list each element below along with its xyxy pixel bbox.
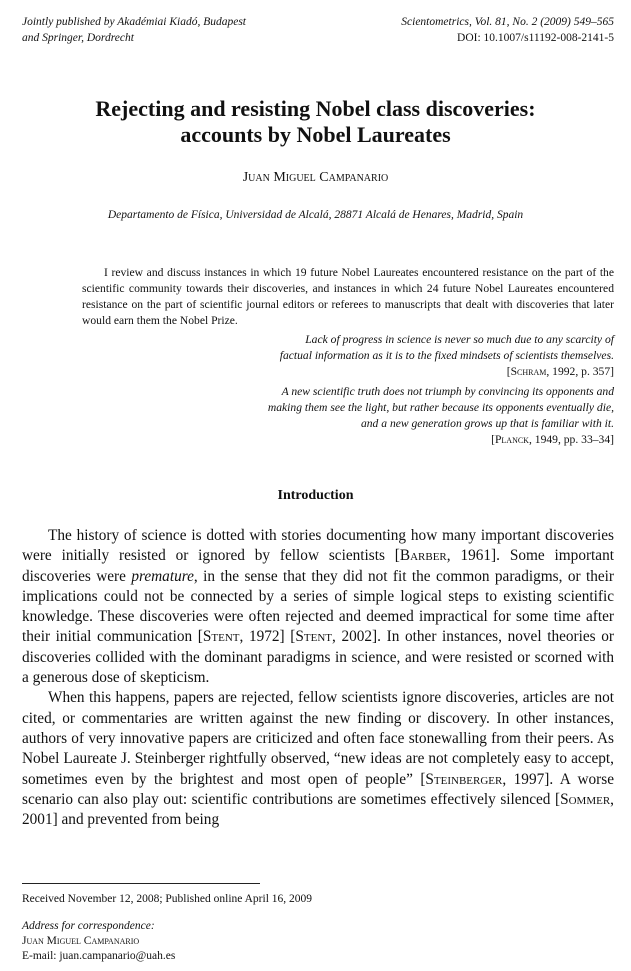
paragraph-1: The history of science is dotted with stories documenting how many important discoveries were initially resisted or ignored by fellow scientists [Barber, 1961]. Some important discoveries were premature, in the sense that they did not fit the common paradigms, or their implications could not be connected by a series of simple logical steps to existing scientific knowledge. These discoveries were often rejected and deemed impractical for some time after their initial communication [Stent, 1972] [Stent, 2002]. In other instances, novel theories or discoveries collided with the dominant paradigms in science, and were resisted or scorned with a generous dose of skepticism. xyxy=(22,527,615,687)
epigraph-line: making them see the light, but rather because its opponents eventually die, xyxy=(267,401,614,414)
title-line-1: Rejecting and resisting Nobel class discoveries: xyxy=(95,96,536,121)
correspondence-name: Juan Miguel Campanario xyxy=(22,935,140,947)
citation-ref: Stent xyxy=(202,628,240,646)
journal-publisher-info xyxy=(22,14,246,46)
citation-ref: Barber xyxy=(399,547,447,565)
citation-ref: Steinberger xyxy=(425,770,503,788)
citation-ref: Stent xyxy=(295,628,332,646)
epigraph-planck xyxy=(184,384,614,448)
epigraph-citation: [Schram, 1992, p. 357] xyxy=(506,365,614,378)
emphasis: premature xyxy=(131,567,194,585)
citation-details: , 1992, p. 357] xyxy=(546,365,614,378)
body-text xyxy=(22,526,614,830)
journal-volume-pages: Scientometrics, Vol. 81, No. 2 (2009) 549–565 xyxy=(401,16,614,28)
epigraph-line: Lack of progress in science is never so much due to any scarcity of xyxy=(305,333,614,346)
epigraph-line: A new scientific truth does not triumph by convincing its opponents and xyxy=(281,385,614,398)
address-label: Address for correspondence: xyxy=(22,920,155,932)
correspondence-email: E-mail: juan.campanario@uah.es xyxy=(22,950,176,962)
epigraph-line: and a new generation grows up that is familiar with it. xyxy=(360,417,614,430)
epigraph-schram xyxy=(184,332,614,380)
paper-title xyxy=(0,96,631,148)
abstract: I review and discuss instances in which 19 future Nobel Laureates encountered resistance on the part of the scientific community towards their discoveries, and instances in which 24 future Nobel Laureates encountered resistance on the part of scientific journal editors or referees to manuscripts that dealt with discoveries that later would earn them the Nobel Prize. xyxy=(82,266,614,327)
publisher-line-2: and Springer, Dordrecht xyxy=(22,32,134,44)
author-name: Juan Miguel Campanario xyxy=(242,170,389,185)
correspondence-block xyxy=(22,919,175,964)
doi: DOI: 10.1007/s11192-008-2141-5 xyxy=(457,32,614,44)
epigraph-line: factual information as it is to the fixed mindsets of scientists themselves. xyxy=(279,349,614,362)
publisher-line-1: Jointly published by Akadémiai Kiadó, Budapest xyxy=(22,16,247,28)
footnote-divider xyxy=(22,883,260,884)
citation-author: Schram xyxy=(510,365,547,378)
citation-author: Planck xyxy=(494,433,529,446)
epigraph-citation: [Planck, 1949, pp. 33–34] xyxy=(491,433,614,446)
title-line-2: accounts by Nobel Laureates xyxy=(180,122,451,147)
citation-details: , 1949, pp. 33–34] xyxy=(528,433,614,446)
received-dates: Received November 12, 2008; Published online April 16, 2009 xyxy=(22,893,313,905)
author-affiliation: Departamento de Física, Universidad de Alcalá, 28871 Alcalá de Henares, Madrid, Spain xyxy=(107,209,524,221)
section-heading-introduction: Introduction xyxy=(277,488,354,503)
journal-citation-info xyxy=(401,14,614,46)
paragraph-2: When this happens, papers are rejected, fellow scientists ignore discoveries, articles are not cited, or commentaries are written against the new finding or discovery. In other instances, authors of very innovative papers are criticized and often face stonewalling from their peers. As Nobel Laureate J. Steinberger rightfully observed, “new ideas are not completely easy to accept, sometimes even by the brightest and most open of people” [Steinberger, 1997]. A worse scenario can also play out: scientific contributions are sometimes effectively silenced [Sommer, 2001] and prevented from being xyxy=(22,689,614,829)
citation-ref: Sommer xyxy=(560,790,611,808)
